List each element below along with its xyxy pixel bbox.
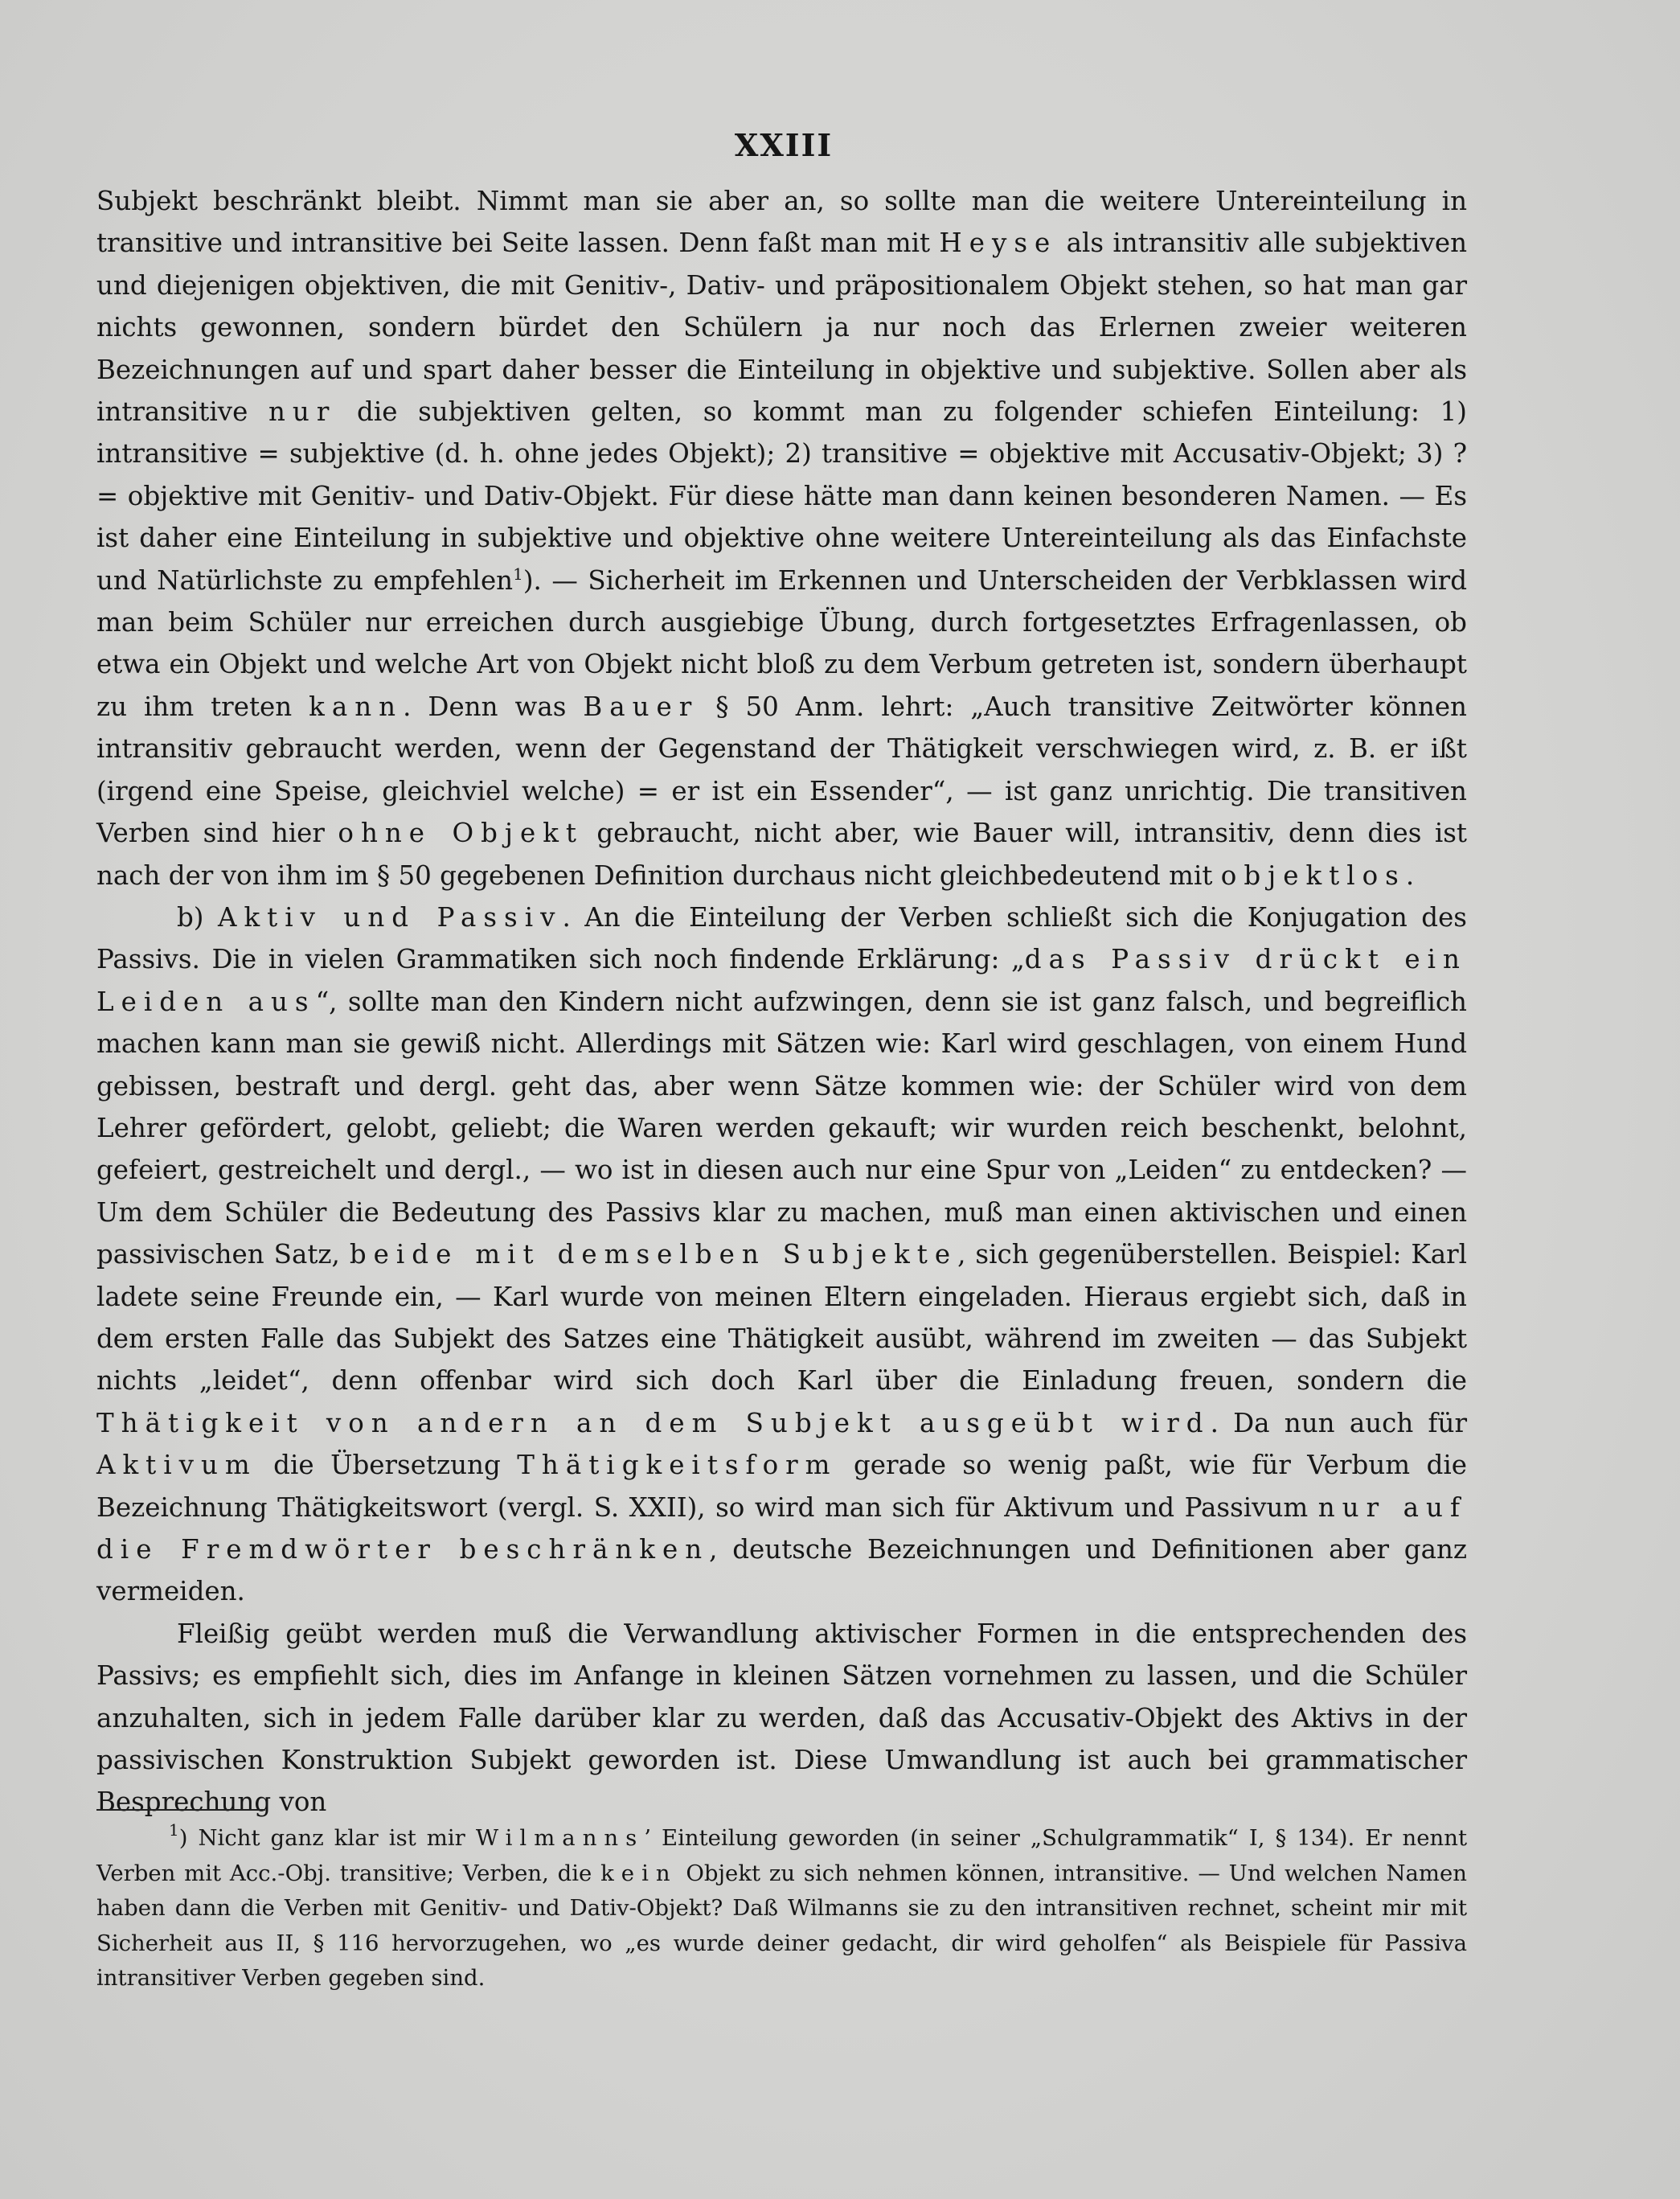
- emphasis-thaetigkeit: Thätigkeit von andern an dem Subjekt ausgeübt wird: [96, 1407, 1211, 1438]
- footnote: [96, 1821, 1467, 1996]
- footnote-number: 1: [169, 1820, 179, 1840]
- quoted-definition: das Passiv drückt ein Leiden aus: [96, 944, 1467, 1017]
- footnote-text: $^1$) Nicht ganz klar ist mir Wilmanns’ Einteilung geworden (in seiner „Schulgrammatik“ I, § 134). Er nennt Verben mit Acc.-Obj. transitive; Verben, die kein Objekt zu sich nehmen können, intransitive. — Und welchen Namen haben dann die Verben mit Genitiv- und Dativ-Objekt? Daß Wilmanns sie zu den intransitiven rechnet, scheint mir mit Sicherheit aus II, § 116 hervorzugehen, wo „es wurde deiner gedacht, dir wird geholfen“ als Beispiele für Passiva intransitiver Verben gegeben sind.: [96, 1820, 1468, 1991]
- author-wilmanns: Wilmanns: [475, 1825, 645, 1851]
- emphasis-kein: kein: [600, 1860, 678, 1886]
- body-text: [96, 180, 1467, 1824]
- paragraph-verb-classification: Subjekt beschränkt bleibt. Nimmt man sie aber an, so sollte man die weitere Untereinteilung in transitive und intransitive bei Seite lassen. Denn faßt man mit Heyse als intransitiv alle subjektiven und diejenigen objektiven, die mit Genitiv-, Dativ- und präpositionalem Objekt stehen, so hat man gar nichts gewonnen, sondern bürdet den Schülern ja nur noch das Erlernen zweier weiteren Bezeichnungen auf und spart daher besser die Einteilung in objektive und subjektive. Sollen aber als intransitive nur die subjektiven gelten, so kommt man zu folgender schiefen Einteilung: 1) intransitive = subjektive (d. h. ohne jedes Objekt); 2) transitive = objektive mit Accusativ-Objekt; 3) ? = objektive mit Genitiv- und Dativ-Objekt. Für diese hätte man dann keinen besonderen Namen. — Es ist daher eine Einteilung in subjektive und objektive ohne weitere Untereinteilung als das Einfachste und Natürlichste zu empfehlen$^1$). — Sicherheit im Erkennen und Unterscheiden der Verbklassen wird man beim Schüler nur erreichen durch ausgiebige Übung, durch fortgesetztes Erfragenlassen, ob etwa ein Objekt und welche Art von Objekt nicht bloß zu dem Verbum getreten ist, sondern überhaupt zu ihm treten kann. Denn was Bauer § 50 Anm. lehrt: „Auch transitive Zeitwörter können intransitiv gebraucht werden, wenn der Gegenstand der Thätigkeit verschwiegen wird, z. B. er ißt (irgend eine Speise, gleichviel welche) = er ist ein Essender“, — ist ganz unrichtig. Die transitiven Verben sind hier ohne Objekt gebraucht, nicht aber, wie Bauer will, intransitiv, denn dies ist nach der von ihm im § 50 gegebenen Definition durchaus nicht gleichbedeutend mit objektlos.: [96, 186, 1468, 891]
- author-heyse: Heyse: [939, 228, 1058, 259]
- emphasis-nur: nur: [268, 396, 337, 428]
- emphasis-thaetigkeitsform: Thätigkeitsform: [517, 1450, 838, 1481]
- emphasis-kann: kann: [309, 691, 404, 722]
- emphasis-beide: beide mit demselben Subjekte: [349, 1239, 958, 1270]
- emphasis-objektlos: objektlos: [1220, 859, 1406, 891]
- section-heading: Aktiv und Passiv: [217, 901, 563, 933]
- emphasis-konjugation: Konjugation: [1247, 901, 1408, 933]
- footnote-reference: 1: [513, 564, 523, 584]
- paragraph-verwandlung: Fleißig geübt werden muß die Verwandlung aktivischer Formen in die entsprechenden des Passivs; es empfiehlt sich, dies im Anfange in kleinen Sätzen vornehmen zu lassen, und die Schüler anzuhalten, sich in jedem Falle darüber klar zu werden, daß das Accusativ-Objekt des Aktivs in der passivischen Konstruktion Subjekt geworden ist. Diese Umwandlung ist auch bei grammatischer Besprechung von: [96, 1618, 1467, 1818]
- emphasis-ohne-objekt: ohne Objekt: [338, 818, 584, 849]
- emphasis-passivs: Passivs: [96, 944, 192, 975]
- author-bauer: Bauer: [583, 691, 699, 722]
- emphasis-fremdwoerter: nur auf die Fremdwörter beschränken: [96, 1491, 1467, 1565]
- emphasis-aktivum: Aktivum: [96, 1450, 257, 1481]
- footnote-divider: [96, 1809, 265, 1811]
- page-number: XXIII: [734, 127, 834, 163]
- paragraph-aktiv-und-passiv: b) Aktiv und Passiv. An die Einteilung der Verben schließt sich die Konjugation des Passivs. Die in vielen Grammatiken sich noch findende Erklärung: „das Passiv drückt ein Leiden aus“, sollte man den Kindern nicht aufzwingen, denn sie ist ganz falsch, und begreiflich machen kann man sie gewiß nicht. Allerdings mit Sätzen wie: Karl wird geschlagen, von einem Hund gebissen, bestraft und dergl. geht das, aber wenn Sätze kommen wie: der Schüler wird von dem Lehrer gefördert, gelobt, geliebt; die Waren werden gekauft; wir wurden reich beschenkt, belohnt, gefeiert, gestreichelt und dergl., — wo ist in diesen auch nur eine Spur von „Leiden“ zu entdecken? — Um dem Schüler die Bedeutung des Passivs klar zu machen, muß man einen aktivischen und einen passivischen Satz, beide mit demselben Subjekte, sich gegenüberstellen. Beispiel: Karl ladete seine Freunde ein, — Karl wurde von meinen Eltern eingeladen. Hieraus ergiebt sich, daß in dem ersten Falle das Subjekt des Satzes eine Thätigkeit ausübt, während im zweiten — das Subjekt nichts „leidet“, denn offenbar wird sich doch Karl über die Einladung freuen, sondern die Thätigkeit von andern an dem Subjekt ausgeübt wird. Da nun auch für Aktivum die Übersetzung Thätigkeitsform gerade so wenig paßt, wie für Verbum die Bezeichnung Thätigkeitswort (vergl. S. XXII), so wird man sich für Aktivum und Passivum nur auf die Fremdwörter beschränken, deutsche Bezeichnungen und Definitionen aber ganz vermeiden.: [96, 901, 1468, 1607]
